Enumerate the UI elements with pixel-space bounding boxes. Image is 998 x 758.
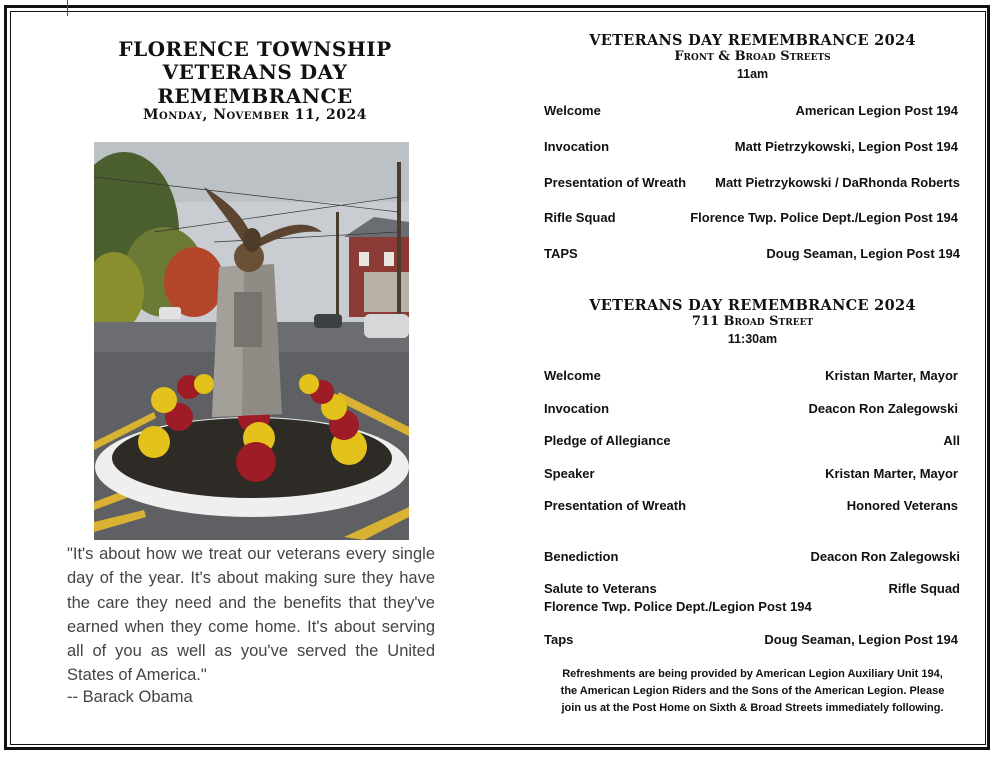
refreshments-note (540, 666, 965, 717)
program-row (544, 368, 960, 384)
ceremony1-title: VETERANS DAY REMEMBRANCE 2024 (589, 32, 916, 49)
program-item-label: Pledge of Allegiance (544, 433, 671, 448)
program-item-label: Salute to Veterans (544, 581, 657, 596)
program-row (544, 139, 960, 155)
program-item-value: Honored Veterans (846, 498, 958, 513)
program-item-value: Florence Twp. Police Dept./Legion Post 194 (690, 210, 958, 225)
memorial-eagle-photo (94, 142, 409, 540)
event-date: Monday, November 11, 2024 (143, 107, 367, 123)
salute-subline: Florence Twp. Police Dept./Legion Post 194 (544, 599, 812, 614)
ceremony2-time: 11:30am (727, 332, 778, 346)
program-row (544, 246, 960, 262)
refreshments-line-1: Refreshments are being provided by American Legion Auxiliary Unit 194, (562, 668, 943, 680)
ceremony2-title: VETERANS DAY REMEMBRANCE 2024 (589, 297, 916, 314)
program-item-value: Matt Pietrzykowski / DaRhonda Roberts (715, 175, 960, 190)
program-item-label: Presentation of Wreath (544, 175, 687, 190)
title-line-1: FLORENCE TOWNSHIP (118, 37, 392, 61)
program-row (544, 401, 960, 417)
program-row (544, 210, 960, 226)
refreshments-line-2: the American Legion Riders and the Sons of the American Legion. Please (560, 685, 945, 697)
program-item-value: Deacon Ron Zalegowski (810, 549, 960, 564)
ceremony2-location: 711 Broad Street (691, 314, 814, 329)
refreshments-line-3: join us at the Post Home on Sixth & Broad Streets immediately following. (561, 702, 944, 714)
title-line-2: VETERANS DAY (162, 60, 348, 84)
program-row (544, 175, 960, 191)
program-item-label: Rifle Squad (544, 210, 616, 225)
program-row (544, 581, 960, 597)
program-item-label: Benediction (544, 549, 619, 564)
program-item-label: Taps (544, 632, 574, 647)
program-item-value: Rifle Squad (888, 581, 960, 596)
program-item-label: Speaker (544, 466, 595, 481)
program-item-value: All (943, 433, 960, 448)
program-row (544, 103, 960, 119)
program-item-value: Doug Seaman, Legion Post 194 (764, 632, 958, 647)
program-item-label: TAPS (544, 246, 578, 261)
title-line-3: REMEMBRANCE (157, 84, 353, 108)
program-item-value: Doug Seaman, Legion Post 194 (766, 246, 960, 261)
program-item-label: Welcome (544, 103, 601, 118)
program-item-value: Matt Pietrzykowski, Legion Post 194 (734, 139, 958, 154)
text-cursor-mark (67, 0, 68, 16)
ceremony1-location: Front & Broad Streets (674, 49, 831, 64)
program-item-value: American Legion Post 194 (795, 103, 958, 118)
program-row (544, 549, 960, 565)
program-item-label: Invocation (544, 139, 610, 154)
quote-author: -- Barack Obama (67, 688, 193, 706)
program-item-value: Deacon Ron Zalegowski (808, 401, 958, 416)
program-row (544, 498, 960, 514)
program-item-label: Invocation (544, 401, 610, 416)
program-row (544, 632, 960, 648)
obama-quote: "It's about how we treat our veterans every single day of the year. It's about making sure they have the care they need and the benefits that they've earned when they come home. It's about serving all of you as well as you've served the United States of America." (67, 545, 435, 685)
program-item-value: Kristan Marter, Mayor (825, 368, 958, 383)
ceremony1-time: 11am (736, 67, 769, 81)
program-item-value: Kristan Marter, Mayor (825, 466, 958, 481)
program-row (544, 466, 960, 482)
program-row (544, 433, 960, 449)
program-item-label: Presentation of Wreath (544, 498, 687, 513)
program-item-label: Welcome (544, 368, 601, 383)
